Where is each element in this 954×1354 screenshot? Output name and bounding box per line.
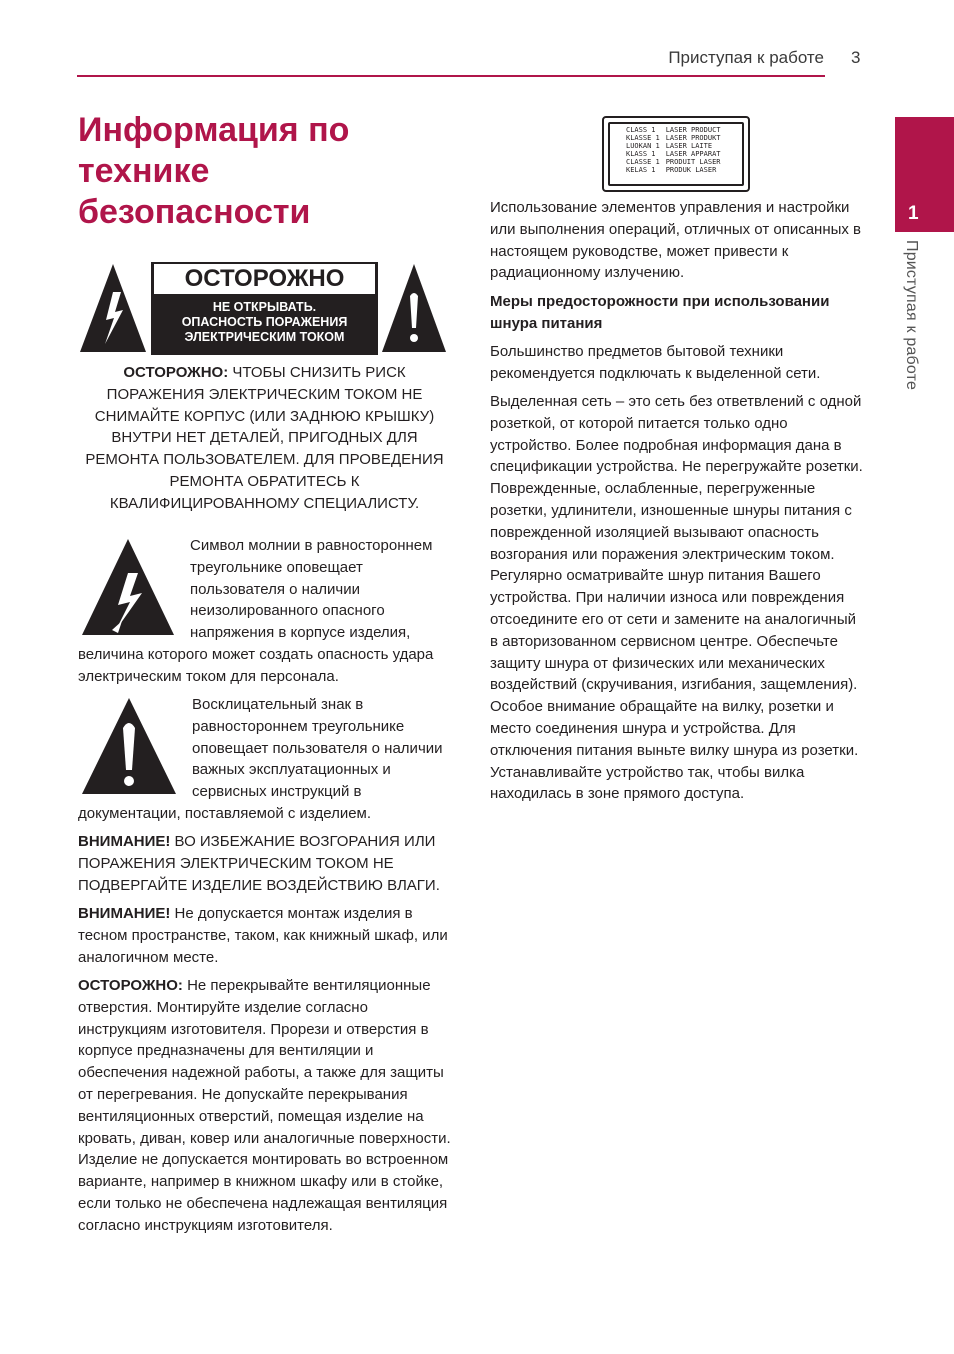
- lightning-warning-icon: [78, 262, 148, 354]
- exclamation-triangle-icon: [78, 694, 180, 798]
- page-title: Информация по технике безопасности: [78, 111, 350, 231]
- chapter-tab-label: Приступая к работе: [903, 240, 920, 391]
- caution-keyword: ОСТОРОЖНО:: [78, 977, 183, 994]
- exclamation-warning-icon: [380, 262, 448, 354]
- laser-label-row: [626, 126, 727, 134]
- caution-label: [151, 262, 378, 355]
- laser-class-cell: KLASSE 1: [626, 134, 660, 143]
- laser-product-cell: LASER APPARAT: [665, 150, 721, 159]
- laser-class-cell: CLASS 1: [626, 126, 656, 134]
- laser-product-cell: LASER PRODUKT: [665, 134, 721, 143]
- warning-moisture-paragraph: [78, 831, 440, 896]
- laser-product-cell: PRODUIT LASER: [665, 158, 721, 167]
- laser-product-cell: LASER LAITE: [665, 142, 713, 151]
- caution-keyword: ОСТОРОЖНО:: [123, 364, 229, 381]
- laser-class-label: [602, 116, 750, 192]
- dedicated-circuit-paragraph: Большинство предметов бытовой техники рекомендуется подключать к выделенной сети.: [490, 343, 821, 382]
- laser-label-row: [626, 166, 727, 174]
- caution-paragraph: [78, 362, 451, 515]
- caution-label-line: НЕ ОТКРЫВАТЬ.: [212, 300, 317, 314]
- chapter-tab: [895, 117, 954, 232]
- warning-keyword: ВНИМАНИЕ!: [78, 905, 171, 922]
- laser-product-cell: PRODUK LASER: [665, 166, 717, 175]
- warning-keyword: ВНИМАНИЕ!: [78, 833, 171, 850]
- exclamation-symbol-explanation: [78, 694, 453, 825]
- page-number: 3: [851, 48, 861, 67]
- laser-class-cell: CLASSE 1: [626, 158, 660, 167]
- laser-label-row: [626, 150, 727, 158]
- caution-text: Не перекрывайте вентиляционные отверстия. Монтируйте изделие согласно инструкциям изготовителя. Прорези и отверстия в корпусе предназначены для вентиляции и обеспечения надежной работы, а также для защиты от перегревания. Не допускайте перекрывания вентиляционных отверстий, помещая изделие на кровать, диван, ковер или аналогичные поверхности. Изделие не допускается монтировать во встроенном варианте, например в книжном шкафу или в стойке, если только не обеспечена надлежащая вентиляция согласно инструкциям изготовителя.: [78, 977, 451, 1234]
- laser-class-cell: KLASS 1: [626, 150, 656, 159]
- power-cord-heading: Меры предосторожности при использовании шнура питания: [490, 293, 830, 332]
- warning-installation-paragraph: [78, 903, 450, 968]
- warning-text: ВО ИЗБЕЖАНИЕ ВОЗГОРАНИЯ ИЛИ ПОРАЖЕНИЯ ЭЛЕКТРИЧЕСКИМ ТОКОМ НЕ ПОДВЕРГАЙТЕ ИЗДЕЛИЕ ВОЗДЕЙСТВИЮ ВЛАГИ.: [78, 833, 440, 894]
- warning-text: Не допускается монтаж изделия в тесном пространстве, таком, как книжный шкаф, или аналогичном месте.: [78, 905, 448, 966]
- header-rule: [77, 75, 825, 77]
- laser-label-row: [626, 134, 727, 142]
- laser-label-row: [626, 158, 727, 166]
- caution-label-line: ОПАСНОСТЬ ПОРАЖЕНИЯ: [181, 315, 348, 329]
- laser-warning-paragraph: Использование элементов управления и настройки или выполнения операций, отличных от описанных в настоящем руководстве, может привести к радиационному излучению.: [490, 199, 862, 282]
- power-cord-paragraph: Выделенная сеть – это сеть без ответвлений с одной розеткой, от которой питается только одно устройство. Более подробная информация дана в спецификации устройства. Не перегружайте розетки. Поврежденные, ослабленные, перегруженные розетки, удлинители, изношенные шнуры питания с поврежденной изоляцией вызывают опасность возгорания или поражения электрическим током. Регулярно осматривайте шнур питания Вашего устройства. При наличии износа или повреждения отсоедините его от сети и замените на аналогичный в авторизованном сервисном центре. Обеспечьте защиту шнура от физических или механических воздействий (скручивания, изгибания, защемления). Особое внимание обращайте на вилку, розетки и место соединения шнура и устройства. Для отключения питания выньте вилку шнура из розетки. Устанавливайте устройство так, чтобы вилка находилась в зоне прямого доступа.: [490, 393, 863, 803]
- exclamation-text: Восклицательный знак в равностороннем треугольнике оповещает пользователя о наличии важных эксплуатационных и сервисных инструкций в документации, поставляемой с изделием.: [78, 696, 443, 822]
- caution-text: ЧТОБЫ СНИЗИТЬ РИСК ПОРАЖЕНИЯ ЭЛЕКТРИЧЕСКИМ ТОКОМ НЕ СНИМАЙТЕ КОРПУС (ИЛИ ЗАДНЮЮ КРЫШКУ) ВНУТРИ НЕТ ДЕТАЛЕЙ, ПРИГОДНЫХ ДЛЯ РЕМОНТА ПОЛЬЗОВАТЕЛЕМ. ДЛЯ ПРОВЕДЕНИЯ РЕМОНТА ОБРАТИТЕСЬ К КВАЛИФИЦИРОВАННОМУ СПЕЦИАЛИСТУ.: [85, 364, 444, 512]
- lightning-triangle-icon: [78, 535, 178, 639]
- caution-label-line: ЭЛЕКТРИЧЕСКИМ ТОКОМ: [184, 330, 345, 344]
- laser-label-row: [626, 142, 727, 150]
- caution-label-title: ОСТОРОЖНО: [154, 264, 375, 294]
- laser-label-table: [626, 126, 727, 175]
- laser-class-cell: KELAS 1: [626, 166, 656, 175]
- running-header-title: Приступая к работе: [668, 48, 824, 67]
- laser-product-cell: LASER PRODUCT: [665, 126, 721, 134]
- chapter-number: 1: [908, 203, 919, 224]
- lightning-symbol-explanation: [78, 535, 453, 688]
- lightning-text: Символ молнии в равностороннем треугольнике оповещает пользователя о наличии неизолированного опасного напряжения в корпусе изделия, величина которого может создать опасность удара электрическим током для персонала.: [78, 537, 434, 685]
- caution-ventilation-paragraph: [78, 975, 454, 1237]
- caution-label-row: [78, 262, 448, 355]
- laser-class-cell: LUOKAN 1: [626, 142, 660, 151]
- caution-label-text: [151, 300, 378, 345]
